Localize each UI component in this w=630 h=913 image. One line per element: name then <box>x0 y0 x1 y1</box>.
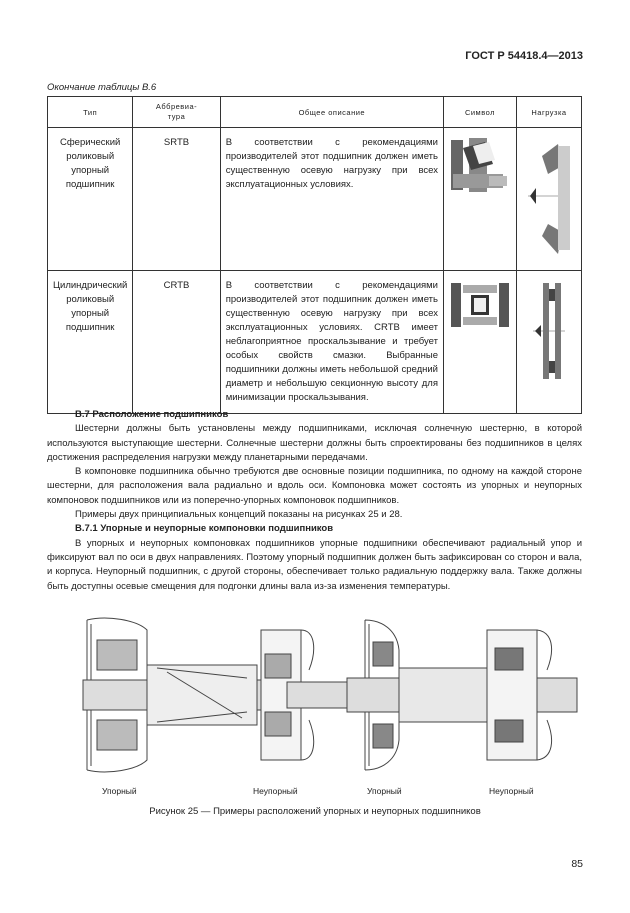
col-header-type: Тип <box>48 97 133 128</box>
row-abbr: CRTB <box>133 271 220 414</box>
figure-label: Неупорный <box>253 786 298 796</box>
figure-25 <box>47 610 582 805</box>
section-heading: В.7.1 Упорные и неупорные компоновки подшипников <box>75 523 334 535</box>
figure-label: Неупорный <box>489 786 534 796</box>
figure-label: Упорный <box>367 786 402 796</box>
paragraph: Шестерни должны быть установлены между подшипниками, исключая солнечную шестерню, в которой используются выступающие шестерни. Солнечные шестерни должны быть спроектированы без подшипников в целях достижения распределения нагрузки между планетарными передачами. <box>47 423 582 463</box>
row-description: В соответствии с рекомендациями производителей этот подшипник должен иметь существенную осевую нагрузку при всех эксплуатационных условиях. <box>220 128 443 271</box>
row-symbol <box>443 128 516 271</box>
table-row <box>48 128 582 271</box>
row-load <box>516 128 581 271</box>
col-header-load: Нагрузка <box>516 97 581 128</box>
row-load <box>516 271 581 414</box>
standard-header: ГОСТ Р 54418.4—2013 <box>465 50 583 62</box>
section-heading: В.7 Расположение подшипников <box>75 409 229 420</box>
section-b7 <box>47 408 582 594</box>
paragraph: Примеры двух принципиальных концепций показаны на рисунках 25 и 28. <box>75 509 403 521</box>
col-header-abbr: Аббревиа- тура <box>133 97 220 128</box>
col-header-symbol: Символ <box>443 97 516 128</box>
table-caption: Окончание таблицы В.6 <box>47 82 157 93</box>
table-row <box>48 271 582 414</box>
paragraph: В упорных и неупорных компоновках подшипников упорные подшипники обеспечивают радиальный упор и фиксируют вал по оси в двух направлениях. Поэтому упорный подшипник должен быть зафиксирован со сторон и вала, и корпуса. Неупорный подшипник, с другой стороны, обеспечивает только радиальную поддержку вала. Также должны быть доступны осевые смещения для подгонки длины вала из-за изменения температуры. <box>47 537 582 592</box>
cylindrical-roller-thrust-symbol-icon <box>449 279 511 331</box>
figure-caption: Рисунок 25 — Примеры расположений упорных и неупорных подшипников <box>149 806 481 817</box>
figure-label: Упорный <box>102 786 137 796</box>
row-symbol <box>443 271 516 414</box>
row-type: Сферический роликовый упорный подшипник <box>48 128 133 271</box>
page-number: 85 <box>571 858 583 870</box>
col-header-description: Общее описание <box>220 97 443 128</box>
row-abbr: SRTB <box>133 128 220 271</box>
cylindrical-roller-thrust-load-icon <box>529 279 569 383</box>
row-type: Цилиндрический роликовый упорный подшипник <box>48 271 133 414</box>
spherical-roller-thrust-symbol-icon <box>449 136 511 196</box>
row-description: В соответствии с рекомендациями производителей этот подшипник должен иметь существенную осевую нагрузку при всех эксплуатационных условиях. CRTB имеет неблагоприятное проскальзывание и требует особых свойств смазки. Выбранные подшипники должны иметь небольшой средний диаметр и небольшую секционную высоту для минимизации проскальзывания. <box>220 271 443 414</box>
table-header-row <box>48 97 582 128</box>
bearing-arrangement-drawing-icon <box>47 610 582 785</box>
paragraph: В компоновке подшипника обычно требуются две основные позиции подшипника, по одному на каждой стороне шестерни, для расположения вала радиально и вдоль оси. Компоновка может состоять из упорных и неупорных компоновок подшипников или из поперечно-упорных компоновок подшипников. <box>47 466 582 506</box>
bearing-table <box>47 96 582 414</box>
spherical-roller-thrust-load-icon <box>522 136 576 262</box>
